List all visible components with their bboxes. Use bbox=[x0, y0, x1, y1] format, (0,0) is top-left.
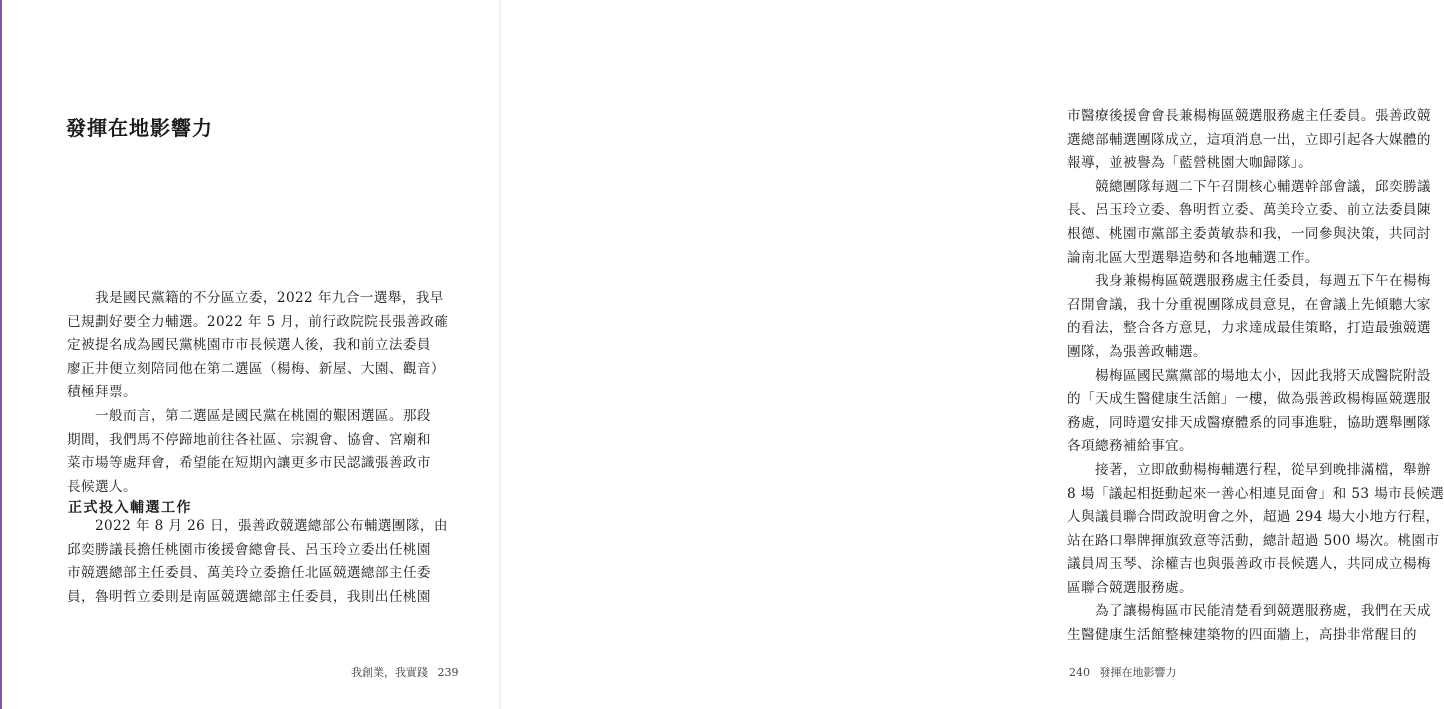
folio-page-number: 240 bbox=[1069, 666, 1090, 679]
right-folio bbox=[1066, 664, 1180, 680]
section-paragraphs bbox=[67, 515, 448, 609]
text-line: 選總部輔選團隊成立，這項消息一出，立即引起各大媒體的 bbox=[1067, 131, 1431, 148]
text-line: 人與議員聯合問政說明會之外，超過 294 場大小地方行程， bbox=[1067, 509, 1440, 526]
right-page bbox=[500, 0, 1444, 709]
text-line: 接著，立即啟動楊梅輔選行程，從早到晚排滿檔，舉辦 bbox=[1067, 461, 1431, 478]
text-line: 長候選人。 bbox=[67, 478, 137, 495]
text-line: 期間，我們馬不停蹄地前往各社區、宗親會、協會、宮廟和 bbox=[67, 431, 431, 448]
text-line: 長、呂玉玲立委、魯明哲立委、萬美玲立委、前立法委員陳 bbox=[1067, 202, 1431, 219]
text-line: 市競選總部主任委員、萬美玲立委擔任北區競選總部主任委 bbox=[67, 565, 431, 582]
text-line: 2022 年 8 月 26 日，張善政競選總部公布輔選團隊，由 bbox=[67, 518, 448, 534]
text-line: 8 場「議起相挺動起來一善心相連見面會」和 53 場市長候選 bbox=[1067, 485, 1444, 502]
folio-book-title: 我創業，我實踐 bbox=[351, 666, 428, 679]
text-line: 積極拜票。 bbox=[67, 384, 137, 401]
text-line: 務處，同時還安排天成醫療體系的同事進駐，協助選舉團隊 bbox=[1067, 414, 1431, 431]
text-line: 召開會議，我十分重視團隊成員意見，在會議上先傾聽大家 bbox=[1067, 296, 1431, 313]
text-line: 楊梅區國民黨黨部的場地太小，因此我將天成醫院附設 bbox=[1067, 367, 1431, 384]
text-line: 論南北區大型選舉造勢和各地輔選工作。 bbox=[1067, 249, 1319, 266]
text-line: 邱奕勝議長擔任桃園市後援會總會長、呂玉玲立委出任桃園 bbox=[67, 541, 431, 558]
section-heading: 正式投入輔選工作 bbox=[68, 500, 192, 516]
text-line: 各項總務補給事宜。 bbox=[1067, 438, 1193, 455]
text-line: 報導，並被譽為「藍營桃園大咖歸隊」。 bbox=[1067, 155, 1313, 172]
text-line: 生醫健康生活館整棟建築物的四面牆上，高掛非常醒目的 bbox=[1067, 627, 1417, 644]
text-line: 已規劃好要全力輔選。2022 年 5 月，前行政院院長張善政確 bbox=[67, 313, 449, 330]
text-line: 的「天成生醫健康生活館」一樓，做為張善政楊梅區競選服 bbox=[1067, 391, 1431, 408]
text-line: 市醫療後援會會長兼楊梅區競選服務處主任委員。張善政競 bbox=[1067, 108, 1431, 124]
text-line: 根德、桃園市黨部主委黃敏恭和我，一同參與決策，共同討 bbox=[1067, 225, 1431, 242]
text-line: 定被提名成為國民黨桃園市市長候選人後，我和前立法委員 bbox=[67, 337, 431, 354]
left-page bbox=[0, 0, 500, 709]
intro-paragraphs bbox=[67, 287, 449, 499]
text-line: 一般而言，第二選區是國民黨在桃園的艱困選區。那段 bbox=[67, 407, 431, 424]
text-line: 區聯合競選服務處。 bbox=[1067, 579, 1193, 596]
text-line: 菜市場等處拜會，希望能在短期內讓更多市民認識張善政市 bbox=[67, 455, 431, 472]
text-line: 廖正井便立刻陪同他在第二選區（楊梅、新屋、大園、觀音） bbox=[67, 360, 445, 377]
text-line: 我身兼楊梅區競選服務處主任委員，每週五下午在楊梅 bbox=[1067, 273, 1431, 290]
text-line: 站在路口舉牌揮旗致意等活動，總計超過 500 場次。桃園市 bbox=[1067, 532, 1440, 549]
text-line: 員，魯明哲立委則是南區競選總部主任委員，我則出任桃園 bbox=[67, 588, 431, 605]
text-line: 議員周玉琴、涂權吉也與張善政市長候選人，共同成立楊梅 bbox=[1067, 556, 1431, 573]
folio-chapter-title: 發揮在地影響力 bbox=[1099, 666, 1177, 679]
folio-page-number: 239 bbox=[437, 666, 459, 679]
text-line: 我是國民黨籍的不分區立委，2022 年九合一選舉，我早 bbox=[67, 290, 444, 306]
text-line: 為了讓楊梅區市民能清楚看到競選服務處，我們在天成 bbox=[1067, 603, 1431, 620]
text-line: 團隊，為張善政輔選。 bbox=[1067, 343, 1207, 360]
chapter-title: 發揮在地影響力 bbox=[66, 116, 213, 140]
left-folio bbox=[348, 664, 462, 680]
text-line: 競總團隊每週二下午召開核心輔選幹部會議，邱奕勝議 bbox=[1067, 178, 1431, 195]
right-paragraphs bbox=[1067, 105, 1444, 648]
text-line: 的看法，整合各方意見，力求達成最佳策略，打造最強競選 bbox=[1067, 320, 1431, 337]
